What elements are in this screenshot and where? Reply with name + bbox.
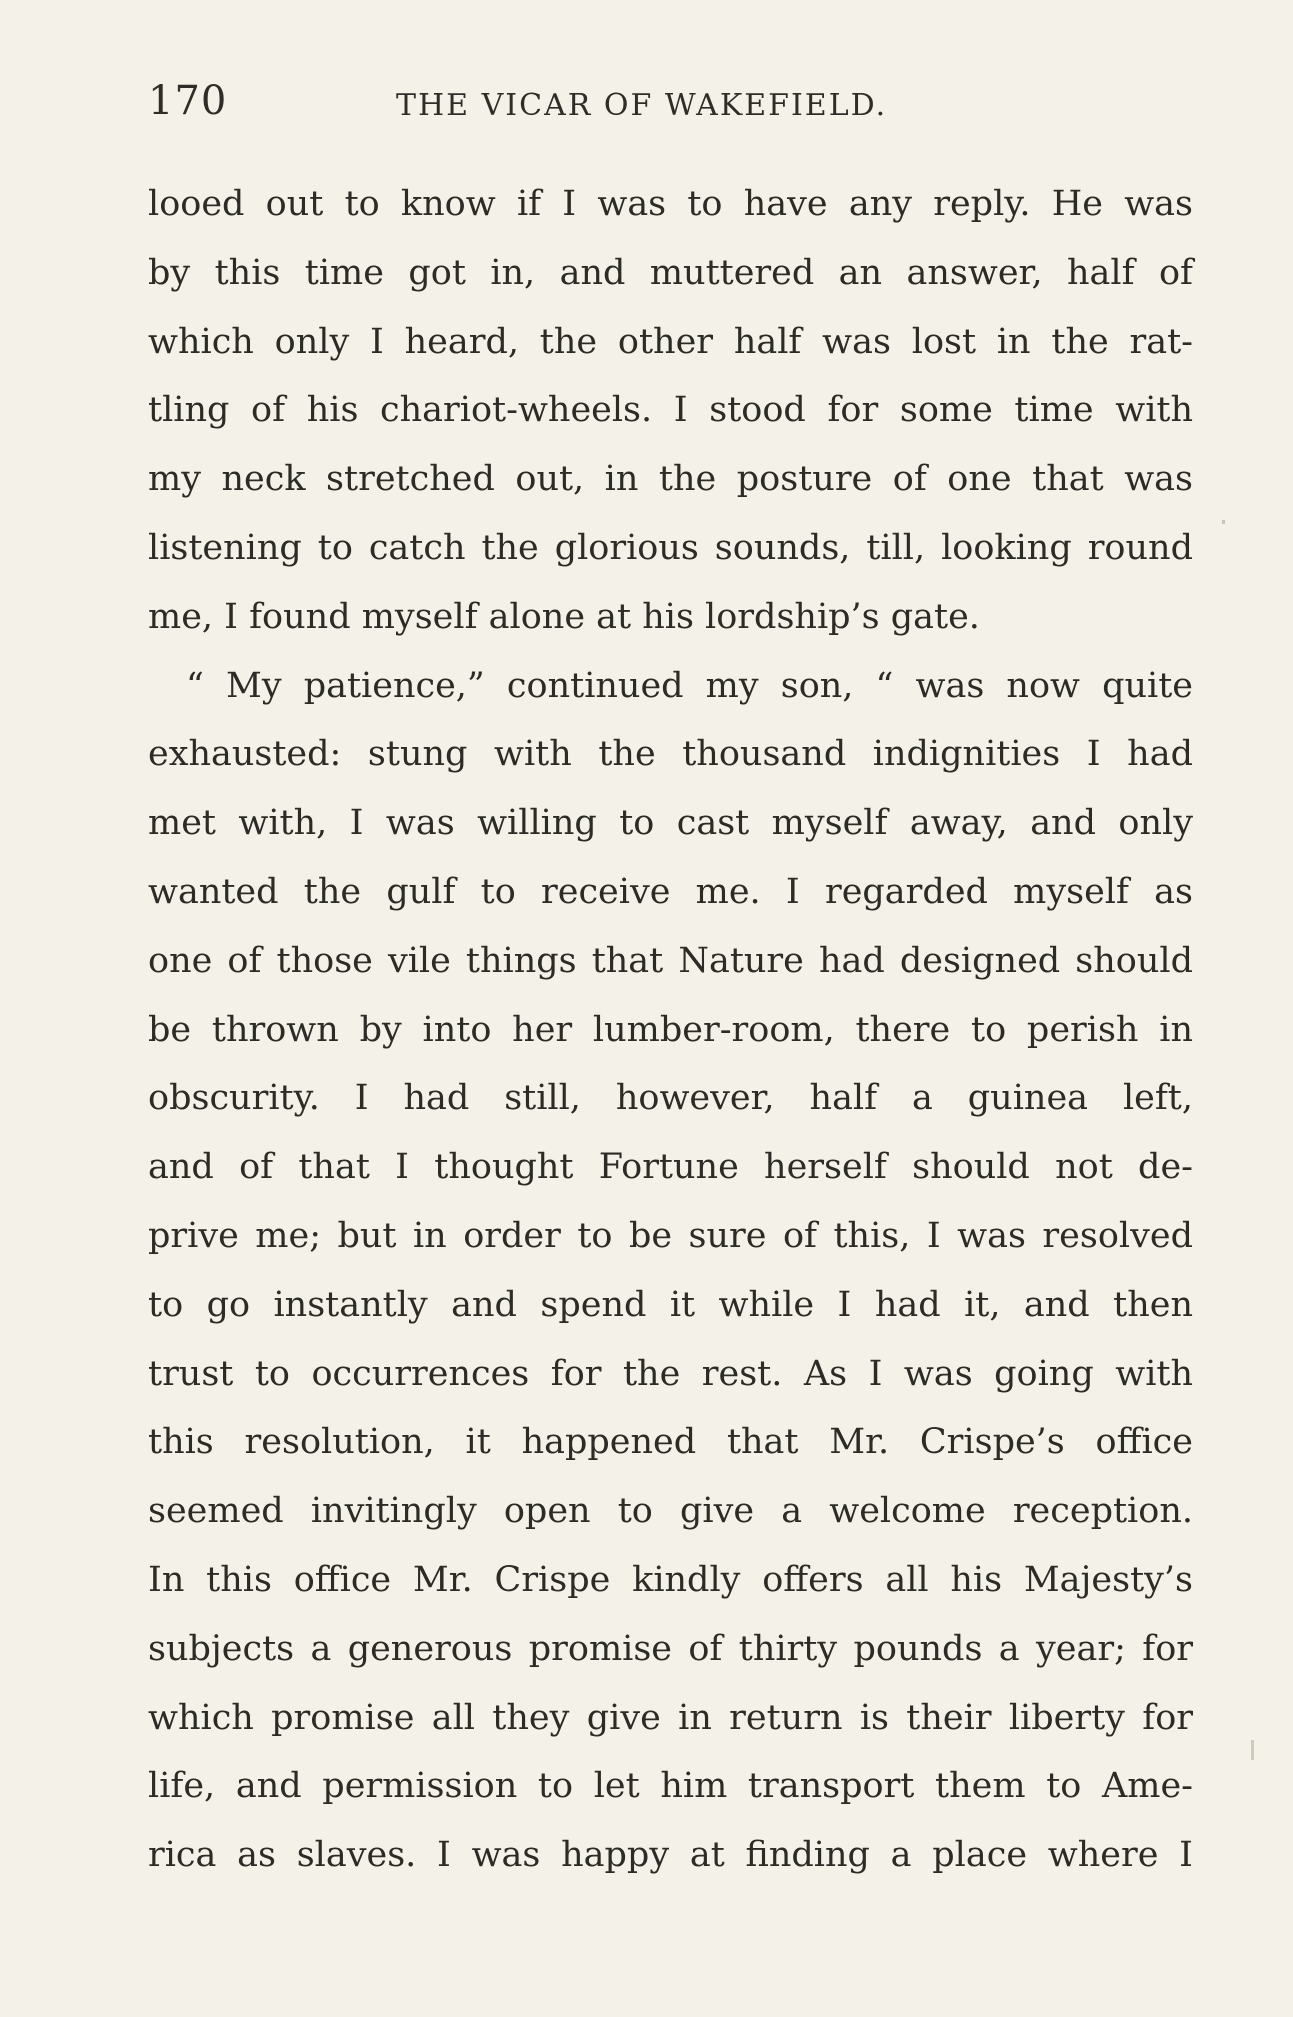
text-line: one of those vile things that Nature had designed should	[148, 940, 1193, 981]
page-header	[148, 78, 1198, 138]
text-line: and of that I thought Fortune herself should not de-	[148, 1147, 1193, 1188]
text-line: “ My patience,” continued my son, “ was now quite	[186, 665, 1193, 706]
text-line: to go instantly and spend it while I had it, and then	[148, 1284, 1193, 1325]
paper-speck	[1222, 520, 1225, 524]
text-line: wanted the gulf to receive me. I regarded myself as	[148, 871, 1193, 912]
text-line: In this office Mr. Crispe kindly offers all his Majesty’s	[148, 1559, 1193, 1600]
text-line: subjects a generous promise of thirty pounds a year; for	[148, 1628, 1193, 1669]
text-line: trust to occurrences for the rest. As I was going with	[148, 1353, 1193, 1394]
text-line: met with, I was willing to cast myself away, and only	[148, 803, 1193, 844]
text-line: life, and permission to let him transport them to Ame-	[148, 1766, 1193, 1807]
text-line: tling of his chariot-wheels. I stood for some time with	[148, 390, 1193, 431]
paper-speck	[1251, 1740, 1254, 1760]
text-line: seemed invitingly open to give a welcome reception.	[148, 1491, 1193, 1532]
text-line: rica as slaves. I was happy at finding a place where I	[148, 1835, 1193, 1876]
text-line: looed out to know if I was to have any reply. He was	[148, 184, 1193, 224]
text-line: this resolution, it happened that Mr. Crispe’s office	[148, 1422, 1193, 1463]
page-number: 170	[148, 78, 228, 124]
text-line: prive me; but in order to be sure of this, I was resolved	[148, 1215, 1193, 1256]
text-line: exhausted: stung with the thousand indignities I had	[148, 734, 1193, 775]
text-line: obscurity. I had still, however, half a guinea left,	[148, 1078, 1193, 1119]
text-line: by this time got in, and muttered an answer, half of	[148, 252, 1193, 293]
running-title: THE VICAR OF WAKEFIELD.	[396, 88, 888, 123]
text-line: which only I heard, the other half was lost in the rat-	[148, 321, 1193, 362]
text-line: be thrown by into her lumber-room, there to perish in	[148, 1009, 1193, 1050]
body-text	[148, 170, 1193, 1890]
text-line: listening to catch the glorious sounds, till, looking round	[148, 527, 1193, 568]
text-line: me, I found myself alone at his lordship’s gate.	[148, 596, 980, 637]
text-line: which promise all they give in return is their liberty for	[148, 1697, 1193, 1738]
text-line: my neck stretched out, in the posture of one that was	[148, 459, 1193, 500]
